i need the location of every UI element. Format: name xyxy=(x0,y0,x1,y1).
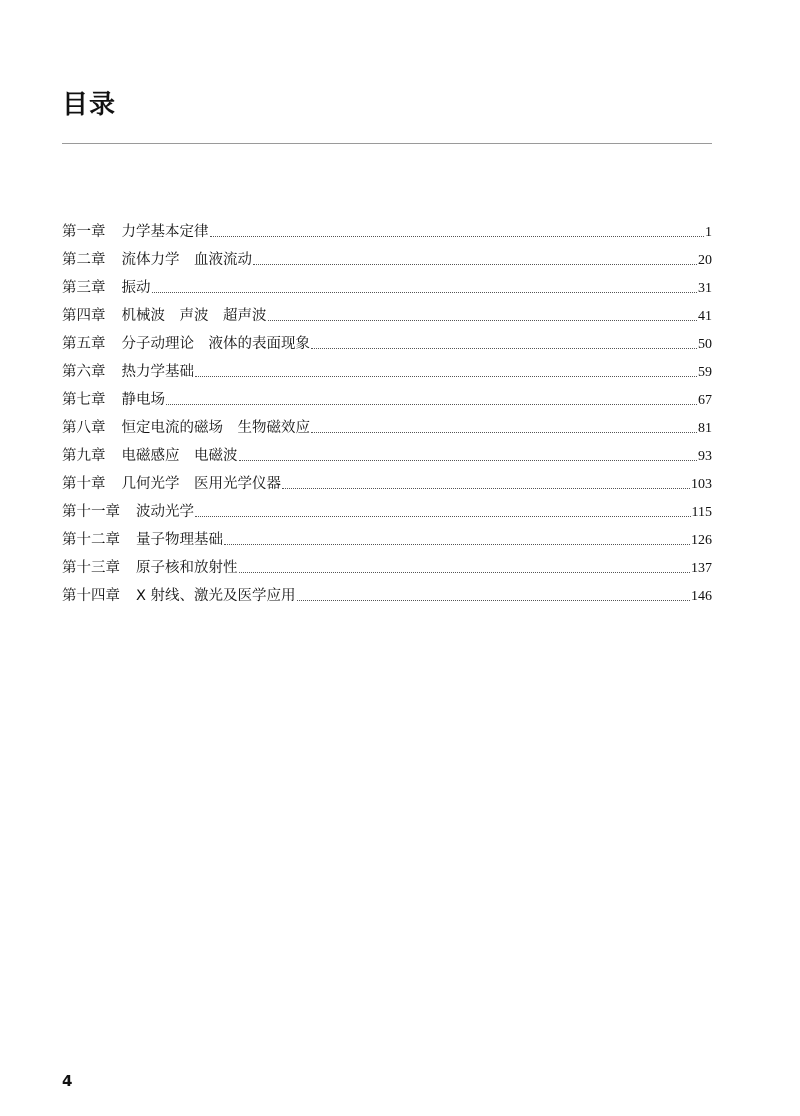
dot-leader xyxy=(239,459,698,461)
toc-entry-7[interactable] xyxy=(62,386,712,414)
toc-title: 量子物理基础 xyxy=(136,532,223,548)
toc-entry-3[interactable] xyxy=(62,274,712,302)
toc-entry-2[interactable] xyxy=(62,246,712,274)
toc-chapter: 第十章 xyxy=(62,476,106,492)
toc-entry-5[interactable] xyxy=(62,330,712,358)
toc-page: 20 xyxy=(698,253,712,268)
dot-leader xyxy=(166,403,697,405)
dot-leader xyxy=(311,431,697,433)
dot-leader xyxy=(224,543,690,545)
toc-entry-13[interactable] xyxy=(62,554,712,582)
toc-page: 41 xyxy=(698,309,712,324)
dot-leader xyxy=(282,487,690,489)
toc-chapter: 第六章 xyxy=(62,364,106,380)
toc-entry-8[interactable] xyxy=(62,414,712,442)
toc-chapter: 第四章 xyxy=(62,308,106,324)
dot-leader xyxy=(311,347,697,349)
toc-entry-4[interactable] xyxy=(62,302,712,330)
toc-page: 115 xyxy=(691,505,712,520)
toc-chapter: 第二章 xyxy=(62,252,106,268)
page-title: 目录 xyxy=(62,90,117,120)
table-of-contents xyxy=(62,218,712,610)
toc-title: 分子动理论 液体的表面现象 xyxy=(121,336,310,352)
toc-title: 恒定电流的磁场 生物磁效应 xyxy=(121,420,310,436)
toc-entry-10[interactable] xyxy=(62,470,712,498)
dot-leader xyxy=(268,319,698,321)
toc-chapter: 第十二章 xyxy=(62,532,120,548)
dot-leader xyxy=(297,599,690,601)
toc-chapter: 第七章 xyxy=(62,392,106,408)
toc-page: 81 xyxy=(698,421,712,436)
toc-title: 电磁感应 电磁波 xyxy=(121,448,238,464)
toc-title: 机械波 声波 超声波 xyxy=(121,308,267,324)
toc-page: 93 xyxy=(698,449,712,464)
toc-title: 流体力学 血液流动 xyxy=(121,252,252,268)
toc-title: 静电场 xyxy=(121,392,165,408)
toc-chapter: 第十四章 xyxy=(62,588,120,604)
dot-leader xyxy=(152,291,698,293)
dot-leader xyxy=(195,375,697,377)
toc-chapter: 第十一章 xyxy=(62,504,120,520)
toc-title: 振动 xyxy=(121,280,151,296)
page-number: 4 xyxy=(62,1072,73,1090)
toc-entry-6[interactable] xyxy=(62,358,712,386)
toc-entry-11[interactable] xyxy=(62,498,712,526)
toc-title: X 射线、激光及医学应用 xyxy=(136,588,296,604)
toc-chapter: 第九章 xyxy=(62,448,106,464)
toc-chapter: 第十三章 xyxy=(62,560,120,576)
toc-chapter: 第一章 xyxy=(62,224,106,240)
dot-leader xyxy=(195,515,691,517)
toc-chapter: 第八章 xyxy=(62,420,106,436)
toc-page: 103 xyxy=(691,477,712,492)
dot-leader xyxy=(239,571,691,573)
toc-title: 波动光学 xyxy=(136,504,194,520)
toc-chapter: 第三章 xyxy=(62,280,106,296)
toc-page: 126 xyxy=(691,533,712,548)
dot-leader xyxy=(253,263,697,265)
toc-page: 67 xyxy=(698,393,712,408)
title-divider xyxy=(62,143,712,144)
toc-chapter: 第五章 xyxy=(62,336,106,352)
toc-page: 146 xyxy=(691,589,712,604)
toc-entry-1[interactable] xyxy=(62,218,712,246)
toc-page: 137 xyxy=(691,561,712,576)
toc-entry-9[interactable] xyxy=(62,442,712,470)
toc-entry-12[interactable] xyxy=(62,526,712,554)
toc-entry-14[interactable] xyxy=(62,582,712,610)
toc-page: 59 xyxy=(698,365,712,380)
toc-title: 力学基本定律 xyxy=(121,224,209,240)
toc-page: 1 xyxy=(705,225,712,240)
toc-title: 原子核和放射性 xyxy=(136,560,238,576)
dot-leader xyxy=(210,235,705,237)
toc-title: 热力学基础 xyxy=(121,364,194,380)
toc-title: 几何光学 医用光学仪器 xyxy=(121,476,281,492)
toc-page: 31 xyxy=(698,281,712,296)
toc-page: 50 xyxy=(698,337,712,352)
